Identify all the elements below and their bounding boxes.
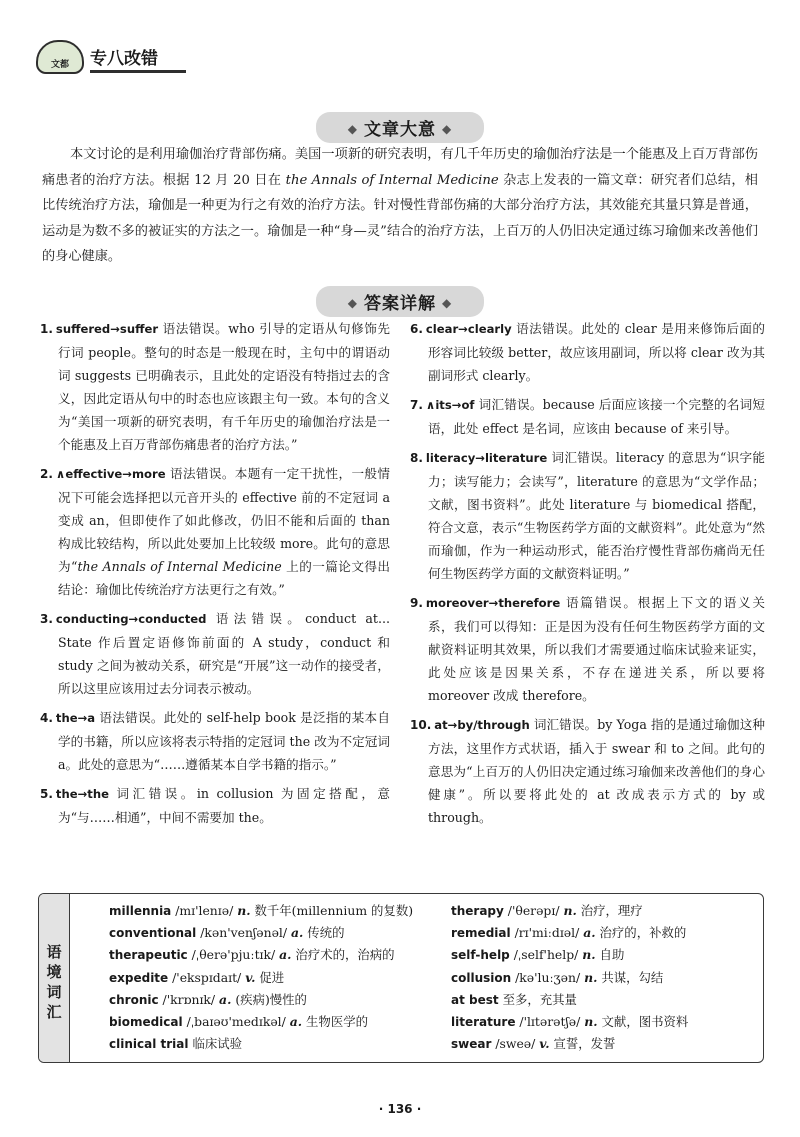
summary-banner bbox=[0, 112, 800, 143]
answer-correction: suffered→suffer bbox=[55, 322, 159, 336]
vocab-ipa: /ˌθerə'pjuːtɪk/ bbox=[187, 947, 280, 963]
vocab-entry bbox=[109, 1011, 413, 1033]
diamond-icon: ◆ bbox=[442, 122, 453, 136]
vocab-ipa: /ˌbaɪəʊ'medɪkəl/ bbox=[182, 1014, 290, 1030]
answer-explanation: 语法错误。who 引导的定语从句修饰先行词 people。整句的时态是一般现在时，主句中的谓语动词 suggests 已明确表示，且此处的定语没有特指过去的含义，因此定语从句中的时态也应该跟主句一致。本句的含义为“美国一项新的研究表明，有千年历史的瑜伽治疗法是一个能惠及上百万背部伤痛患者的治疗方法。” bbox=[58, 321, 390, 452]
answer-explanation: 语法错误。本题有一定干扰性，一般情况下可能会选择把以元音开头的 effective 前的不定冠词 a 变成 an，但即使作了如此修改，仍旧不能和后面的 than 构成比较结构，所以此处要加上比较级 more。此句的意思为“ bbox=[58, 466, 390, 574]
answer-correction: ∧effective→more bbox=[55, 467, 166, 481]
answer-item bbox=[410, 713, 765, 829]
vocab-ipa: /'krɒnɪk/ bbox=[158, 991, 220, 1007]
vocab-definition: 自助 bbox=[595, 947, 625, 963]
page-number: · 136 · bbox=[378, 1102, 422, 1116]
vocab-definition: 治疗术的，治病的 bbox=[291, 947, 395, 963]
vocab-word: expedite bbox=[109, 970, 169, 985]
vocab-entry bbox=[109, 944, 413, 966]
vocab-word: biomedical bbox=[109, 1015, 183, 1030]
answer-number: 4. bbox=[40, 711, 53, 725]
vocab-pos: a. bbox=[219, 991, 232, 1007]
vocab-pos: a. bbox=[583, 925, 596, 941]
vocab-ipa: /'θerəpɪ/ bbox=[503, 903, 564, 918]
journal-name: the Annals of Internal Medicine bbox=[285, 172, 499, 188]
answer-number: 8. bbox=[410, 451, 423, 465]
vocab-word: millennia bbox=[109, 904, 172, 918]
vocab-entry bbox=[451, 1011, 688, 1033]
vocab-ipa: /'lɪtərətʃə/ bbox=[515, 1014, 585, 1030]
vocab-entry bbox=[109, 967, 413, 989]
vocab-definition: 生物医学的 bbox=[302, 1014, 368, 1030]
vocab-pos: v. bbox=[539, 1036, 550, 1052]
answer-number: 5. bbox=[40, 787, 53, 801]
answer-correction: conducting→conducted bbox=[55, 612, 207, 626]
vocab-ipa: /'ekspɪdaɪt/ bbox=[168, 969, 246, 985]
answer-item bbox=[40, 607, 390, 700]
vocabulary-box bbox=[38, 893, 764, 1063]
vocab-definition: 数千年(millennium 的复数) bbox=[250, 903, 414, 918]
answer-correction: the→a bbox=[55, 711, 96, 725]
vocab-word: swear bbox=[451, 1037, 492, 1052]
vocab-word: self-help bbox=[451, 948, 510, 963]
vocab-ipa: /mɪ'lenɪə/ bbox=[171, 903, 238, 918]
answer-item bbox=[410, 446, 765, 585]
summary-paragraph bbox=[42, 142, 758, 270]
vocab-ipa: /kə'luːʒən/ bbox=[511, 969, 585, 985]
vocab-definition: (疾病)慢性的 bbox=[231, 991, 307, 1007]
answer-number: 10. bbox=[410, 718, 432, 732]
vocab-ipa: /ˌself'help/ bbox=[509, 947, 583, 963]
answer-correction: ∧its→of bbox=[425, 398, 475, 412]
vocab-word: therapy bbox=[451, 904, 504, 918]
answer-explanation: 词汇错误。by Yoga 指的是通过瑜伽这种方法，这里作方式状语，插入于 swear 和 to 之间。此句的意思为“上百万的人仍旧决定通过练习瑜伽来改善他们的身心健康”。所以要将此处的 at 改成表示方式的 by 或 through。 bbox=[428, 717, 765, 825]
vocab-definition: 治疗，理疗 bbox=[576, 903, 643, 918]
vocab-pos: n. bbox=[582, 947, 596, 963]
answer-number: 2. bbox=[40, 467, 53, 481]
vocab-pos: v. bbox=[245, 969, 256, 985]
vocab-pos: n. bbox=[584, 1014, 598, 1030]
answer-item bbox=[40, 782, 390, 829]
answer-correction: moreover→therefore bbox=[425, 596, 561, 610]
diamond-icon: ◆ bbox=[347, 122, 358, 136]
vocab-word: at best bbox=[451, 992, 499, 1007]
vocab-pos: n. bbox=[584, 969, 598, 985]
vocab-word: literature bbox=[451, 1015, 516, 1030]
header-rule bbox=[90, 70, 186, 73]
vocab-pos: a. bbox=[291, 925, 304, 941]
answer-item bbox=[40, 462, 390, 601]
vocab-pos: a. bbox=[279, 947, 292, 963]
vocab-entry bbox=[451, 944, 688, 966]
answer-number: 9. bbox=[410, 596, 423, 610]
diamond-icon: ◆ bbox=[442, 296, 453, 310]
vocab-definition: 共谋，勾结 bbox=[597, 969, 664, 985]
answer-number: 6. bbox=[410, 322, 423, 336]
answer-correction: the→the bbox=[55, 787, 109, 801]
answer-correction: at→by/through bbox=[434, 718, 530, 732]
vocab-word: chronic bbox=[109, 992, 159, 1007]
vocab-entry bbox=[109, 1033, 413, 1055]
vocabulary-right-column bbox=[451, 900, 688, 1055]
answers-right-column bbox=[410, 317, 765, 835]
answer-number: 3. bbox=[40, 612, 53, 626]
answer-item bbox=[410, 591, 765, 707]
answer-item bbox=[410, 317, 765, 387]
vocabulary-label: 语境词汇 bbox=[46, 943, 62, 1021]
vocab-pos: a. bbox=[289, 1014, 303, 1030]
vocab-entry bbox=[109, 900, 413, 922]
vocab-word: conventional bbox=[109, 926, 197, 941]
vocab-word: clinical trial bbox=[109, 1037, 189, 1052]
vocab-definition: 传统的 bbox=[303, 925, 345, 941]
logo bbox=[36, 40, 84, 74]
vocab-ipa: /sweə/ bbox=[491, 1036, 540, 1052]
answer-explanation: 语法错误。此处的 clear 是用来修饰后面的形容词比较级 better，故应该用副词，所以将 clear 改为其副词形式 clearly。 bbox=[428, 321, 765, 383]
vocab-definition: 治疗的，补救的 bbox=[595, 925, 687, 941]
vocab-word: remedial bbox=[451, 926, 511, 941]
vocab-entry bbox=[451, 967, 688, 989]
answer-correction: clear→clearly bbox=[425, 322, 512, 336]
answer-item bbox=[40, 317, 390, 456]
answer-number: 7. bbox=[410, 398, 423, 412]
vocab-ipa: /kən'venʃənəl/ bbox=[196, 925, 292, 941]
summary-text: 本文讨论的是利用瑜伽治疗背部伤痛。美国一项新的研究表明，有几千年历史的瑜伽治疗法是一个能惠及上百万背部伤痛患者的治疗方法。根据 12 月 20 日在 bbox=[42, 147, 758, 188]
answer-explanation: 词汇错误。in collusion 为固定搭配，意为“与……相通”，中间不需要加 the。 bbox=[58, 786, 390, 825]
page-header bbox=[18, 40, 778, 74]
vocab-entry bbox=[451, 1033, 688, 1055]
vocab-definition: 文献，图书资料 bbox=[597, 1014, 689, 1030]
summary-text: 杂志上发表的一篇文章：研究者们总结，相比传统治疗方法，瑜伽是一种更为行之有效的治疗方法。针对慢性背部伤痛的大部分治疗方法，其效能充其量只算是普通，运动是为数不多的被证实的方法之一。瑜伽是一种“身—灵”结合的治疗方法，上百万的人仍旧决定通过练习瑜伽来改善他们的身心健康。 bbox=[42, 172, 758, 264]
vocabulary-left-column bbox=[109, 900, 413, 1055]
answers-banner bbox=[0, 286, 800, 317]
vocab-pos: n. bbox=[563, 903, 577, 918]
vocab-definition: 至多，充其量 bbox=[502, 991, 577, 1007]
vocab-definition: 临床试验 bbox=[192, 1036, 242, 1052]
answer-explanation: 语法错误。conduct at... State 作后置定语修饰前面的 A study，conduct 和 study 之间为被动关系，研究是“开展”这一动作的接受者，所以这里应该用过去分词表示被动。 bbox=[58, 611, 390, 696]
vocab-definition: 促进 bbox=[255, 969, 285, 985]
answer-item bbox=[410, 393, 765, 440]
answer-item bbox=[40, 706, 390, 776]
answer-correction: literacy→literature bbox=[425, 451, 548, 465]
vocab-entry bbox=[109, 922, 413, 944]
diamond-icon: ◆ bbox=[347, 296, 358, 310]
answer-explanation: 上的一篇论文得出结论：瑜伽比传统治疗方法更行之有效。” bbox=[58, 559, 390, 597]
vocabulary-sidebar bbox=[39, 894, 70, 1062]
answer-explanation: 语篇错误。根据上下文的语义关系，我们可以得知：正是因为没有任何生物医药学方面的文献资料证明其效果，所以我们才需要通过临床试验来证实，此处应该是因果关系，不存在递进关系，所以要将 moreover 改成 therefore。 bbox=[428, 595, 765, 703]
vocab-word: therapeutic bbox=[109, 948, 188, 963]
vocab-entry bbox=[451, 989, 688, 1011]
vocab-word: collusion bbox=[451, 970, 512, 985]
logo-text: 文都 bbox=[50, 60, 69, 70]
answers-left-column bbox=[40, 317, 390, 835]
answer-explanation: 语法错误。此处的 self-help book 是泛指的某本自学的书籍，所以应该将表示特指的定冠词 the 改为不定冠词 a。此处的意思为“……遵循某本自学书籍的指示。” bbox=[58, 710, 390, 772]
vocab-definition: 宣誓，发誓 bbox=[549, 1036, 616, 1052]
vocab-entry bbox=[451, 922, 688, 944]
answer-number: 1. bbox=[40, 322, 53, 336]
journal-name: the Annals of Internal Medicine bbox=[77, 559, 282, 574]
answer-explanation: 词汇错误。literacy 的意思为“识字能力；读写能力；会读写”，literature 的意思为“文学作品；文献，图书资料”。此处 literature 与 biomedical 搭配，符合文意，表示“生物医药学方面的文献资料”。此处意为“然而瑜伽，作为一种运动形式，能否治疗慢性背部伤痛尚无任何生物医药学方面的文献资料证明。” bbox=[428, 450, 765, 581]
answers-heading: 答案详解 bbox=[364, 294, 436, 314]
summary-heading: 文章大意 bbox=[364, 120, 436, 140]
answer-explanation: 词汇错误。because 后面应该接一个完整的名词短语，此处 effect 是名词，应该由 because of 来引导。 bbox=[428, 397, 765, 436]
section-title: 专八改错 bbox=[90, 49, 158, 69]
vocab-entry bbox=[451, 900, 688, 922]
vocab-entry bbox=[109, 989, 413, 1011]
summary-block bbox=[42, 142, 758, 270]
vocab-pos: n. bbox=[237, 903, 251, 918]
vocab-ipa: /rɪ'miːdɪəl/ bbox=[510, 925, 584, 941]
